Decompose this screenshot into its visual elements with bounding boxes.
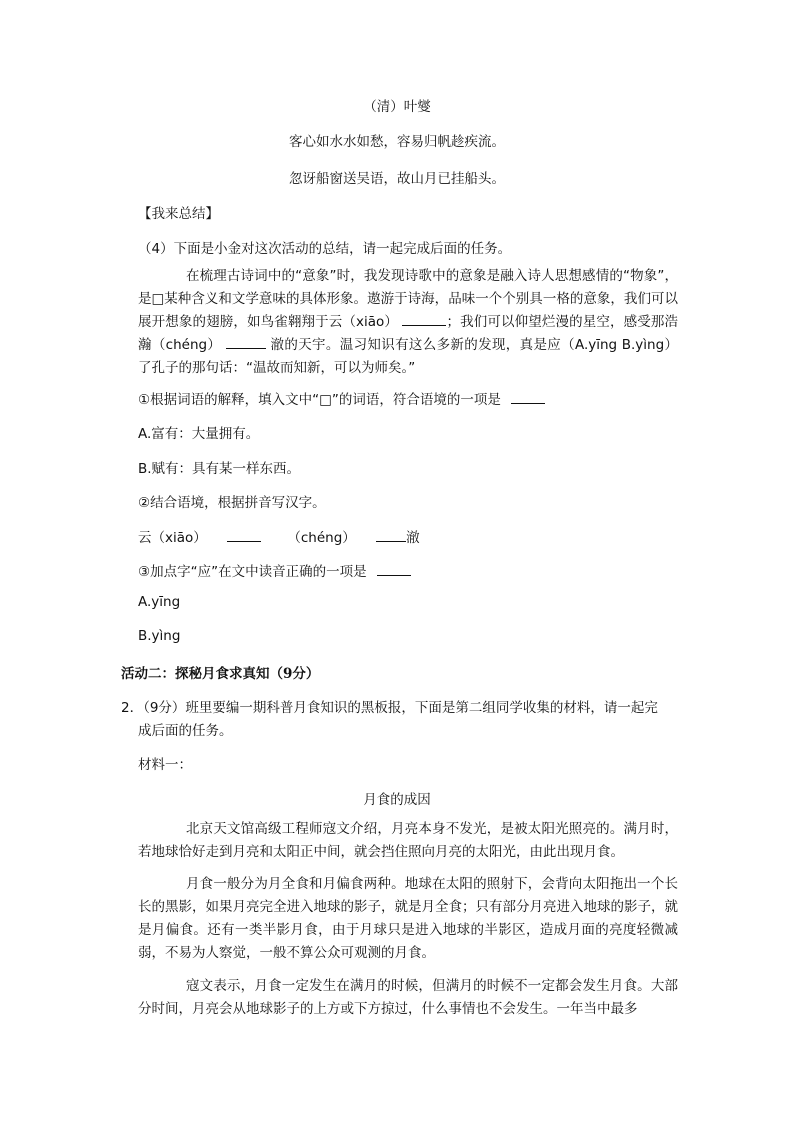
item-2-xiao-blank[interactable] — [227, 527, 261, 542]
item-2-fill — [138, 526, 420, 546]
item-2-che-char: 澈 — [406, 530, 420, 546]
poem-line-1: 客心如水水如愁，容易归帆趁疾流。 — [289, 134, 505, 150]
question-2-line-2: 成后面的任务。 — [138, 723, 233, 739]
poem-line-2: 忽讶船窗送吴语，故山月已挂船头。 — [289, 171, 505, 187]
item-1-answer-blank[interactable] — [511, 389, 545, 404]
item-1-option-b: B.赋有：具有某一样东西。 — [138, 461, 301, 477]
poem-author: （清）叶燮 — [363, 99, 431, 115]
item-3-option-a: A.yīng — [138, 594, 181, 610]
blank-xiao[interactable] — [402, 311, 446, 326]
item-3 — [138, 560, 411, 580]
item-3-answer-blank[interactable] — [377, 561, 411, 576]
question-4: （4）下面是小金对这次活动的总结，请一起完成后面的任务。 — [138, 241, 512, 257]
item-3-text: ③加点字“应”在文中读音正确的一项是 — [138, 564, 367, 580]
summary-paragraph-part-1: 在梳理古诗词中的“意象”时，我发现诗歌中的意象是融入诗人思想感情的“物象”，是□某种含义和文学意味的具体形象。遨游于诗海，品味一个个别具一格的意象，我们可以展开想象的翅膀，如鸟雀翱翔于云（xiāo） — [138, 268, 678, 330]
material-paragraph-2: 月食一般分为月全食和月偏食两种。地球在太阳的照射下，会背向太阳拖出一个长长的黑影，如果月亮完全进入地球的影子，就是月全食；只有部分月亮进入地球的影子，就是月偏食。还有一类半影月食，由于月球只是进入地球的半影区，造成月面的亮度轻微减弱，不易为人察觉，一般不算公众可观测的月食。 — [138, 876, 678, 961]
item-1-option-a: A.富有：大量拥有。 — [138, 426, 260, 442]
item-1 — [138, 388, 545, 408]
summary-paragraph — [138, 265, 678, 380]
item-1-text: ①根据词语的解释，填入文中“□”的词语，符合语境的一项是 — [138, 392, 501, 408]
summary-paragraph-part-2: ；我们可以仰望烂漫的星空，感受那浩瀚（chéng） — [138, 314, 678, 353]
item-2-xiao-label: 云（xiāo） — [138, 530, 207, 546]
item-3-option-b: B.yìng — [138, 628, 181, 644]
material-paragraph-3: 寇文表示，月食一定发生在满月的时候，但满月的时候不一定都会发生月食。大部分时间，月亮会从地球影子的上方或下方掠过，什么事情也不会发生。一年当中最多 — [138, 978, 678, 1017]
summary-paragraph-part-3: 澈的天宇。温习知识有这么多新的发现，真是应（A.yīng B.yìng）了孔子的那句话：“温故而知新，可以为师矣。” — [138, 337, 678, 376]
material-paragraph-1: 北京天文馆高级工程师寇文介绍，月亮本身不发光，是被太阳光照亮的。满月时，若地球恰好走到月亮和太阳正中间，就会挡住照向月亮的太阳光，由此出现月食。 — [138, 821, 678, 860]
material-1-label: 材料一： — [138, 757, 192, 773]
activity-2-heading: 活动二：探秘月食求真知（9分） — [121, 666, 320, 682]
item-2-cheng-label: （chéng） — [287, 530, 356, 546]
summary-heading: 【我来总结】 — [138, 206, 219, 222]
item-2-cheng-blank[interactable] — [376, 527, 406, 542]
material-1-title: 月食的成因 — [363, 792, 431, 808]
item-2: ②结合语境，根据拼音写汉字。 — [138, 495, 326, 511]
blank-cheng[interactable] — [226, 334, 266, 349]
question-2-line-1: 2．（9分）班里要编一期科普月食知识的黑板报，下面是第二组同学收集的材料，请一起完 — [121, 700, 658, 716]
